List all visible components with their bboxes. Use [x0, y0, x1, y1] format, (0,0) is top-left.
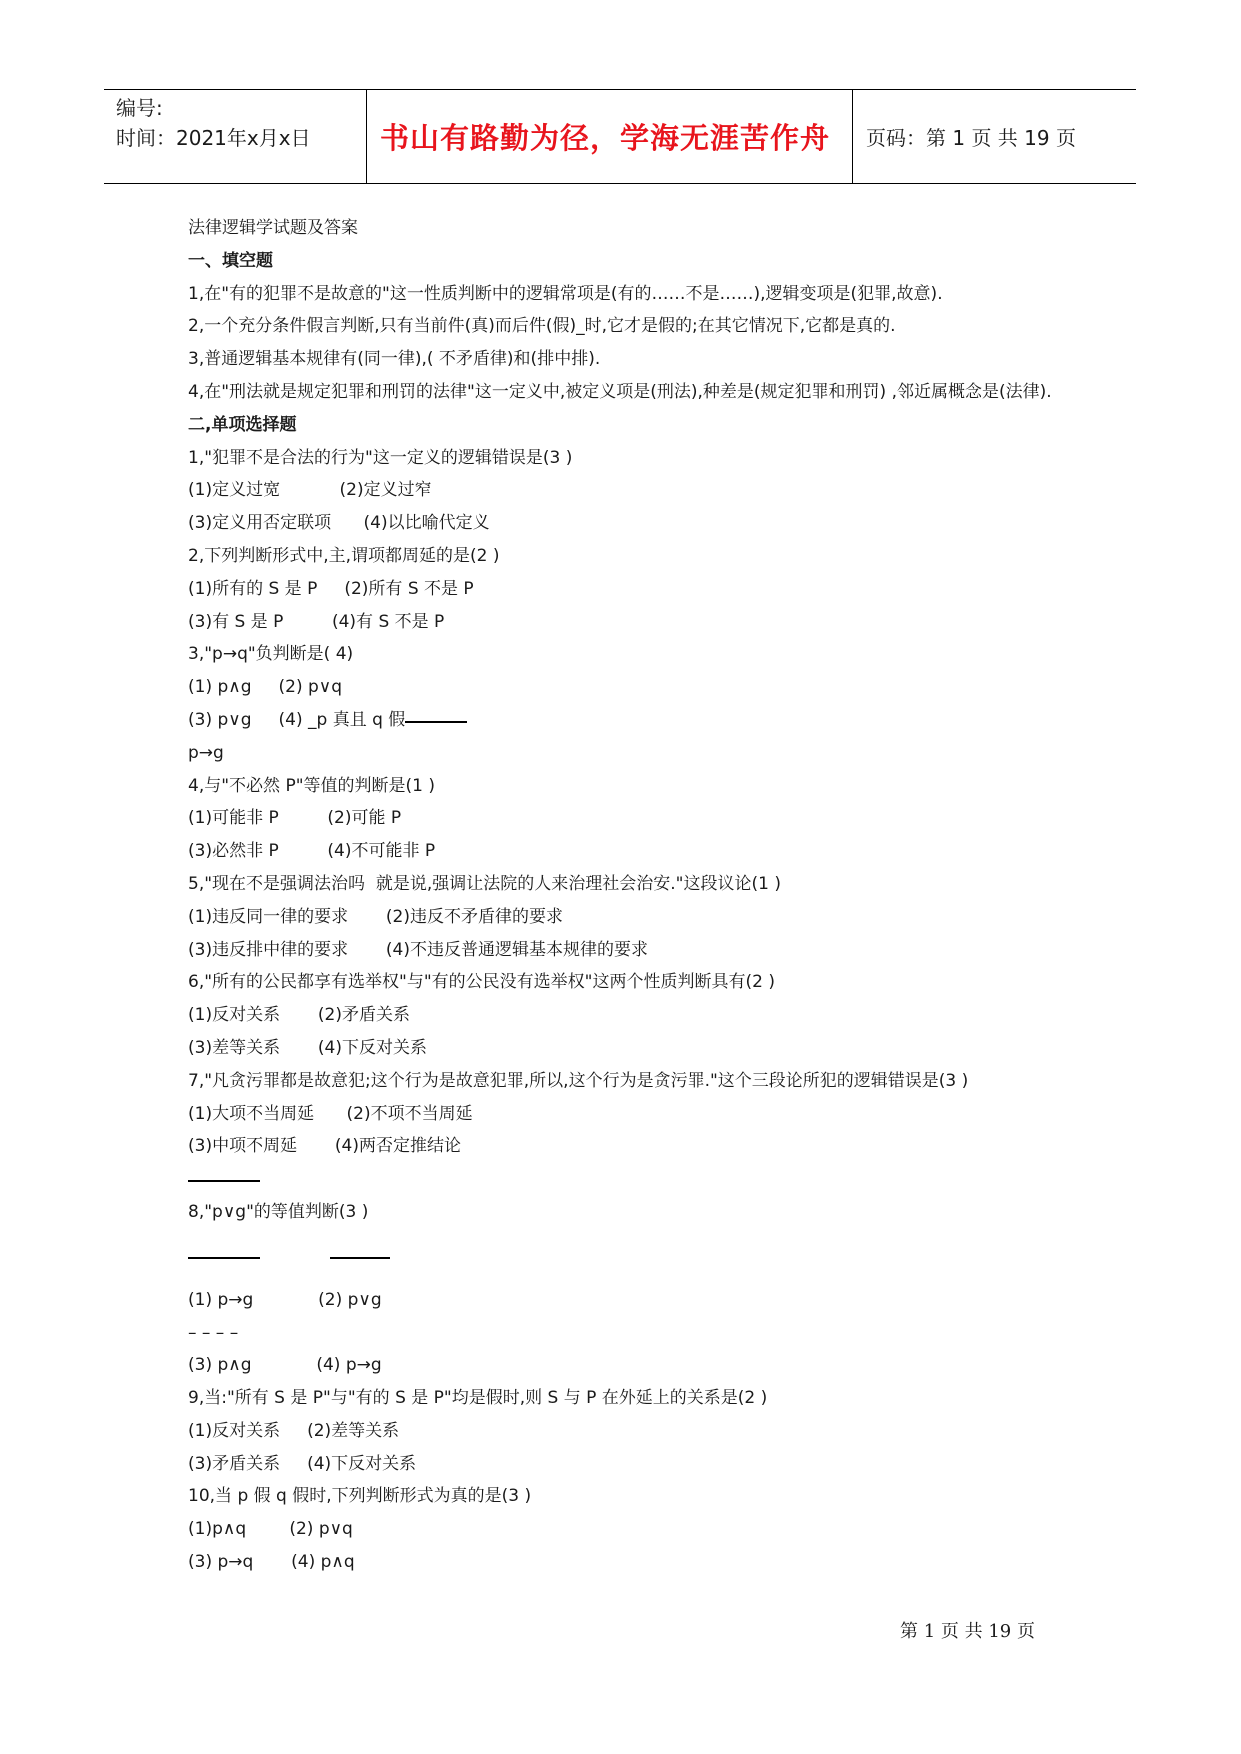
choice-options: (1)定义过宽 (2)定义过窄 — [188, 480, 432, 501]
choice-question: 8,"p∨g"的等值判断(3 ) — [188, 1201, 369, 1222]
choice-question: 10,当 p 假 q 假时,下列判断形式为真的是(3 ) — [188, 1486, 532, 1507]
choice-question: 9,当:"所有 S 是 P"与"有的 S 是 P"均是假时,则 S 与 P 在外延上的关系是(2 ) — [188, 1388, 768, 1409]
fill-question: 2,一个充分条件假言判断,只有当前件(真)而后件(假)_时,它才是假的;在其它情况下,它都是真的. — [188, 316, 896, 337]
header-motto: 书山有路勤为径，学海无涯苦作舟 — [379, 121, 830, 155]
choice-options: (1)违反同一律的要求 (2)违反不矛盾律的要求 — [188, 906, 563, 927]
choice-options: (1)p∧q (2) p∨q — [188, 1519, 353, 1540]
choice-options: (3) p→q (4) p∧q — [188, 1552, 355, 1573]
time-label: 时间：2021年x月x日 — [116, 126, 311, 150]
number-label: 编号: — [116, 96, 163, 120]
choice-options: (3)矛盾关系 (4)下反对关系 — [188, 1453, 417, 1474]
choice-question: 5,"现在不是强调法治吗 就是说,强调让法院的人来治理社会治安."这段议论(1 ) — [188, 873, 781, 894]
choice-options: (1) p→g (2) p∨g — [188, 1289, 382, 1310]
header-divider — [852, 90, 853, 183]
choice-options: (1) p∧g (2) p∨q — [188, 677, 343, 698]
choice-options: (3)差等关系 (4)下反对关系 — [188, 1037, 427, 1058]
choice-options: (1)可能非 P (2)可能 P — [188, 808, 402, 829]
choice-options: (3) p∨g (4) _p 真且 q 假 — [188, 709, 406, 730]
overline-mark — [405, 717, 467, 723]
choice-question: 6,"所有的公民都享有选举权"与"有的公民没有选举权"这两个性质判断具有(2 ) — [188, 972, 775, 993]
fill-question: 3,普通逻辑基本规律有(同一律),( 不矛盾律)和(排中排). — [188, 349, 601, 370]
choice-options: (3)定义用否定联项 (4)以比喻代定义 — [188, 513, 490, 534]
section-heading: 二,单项选择题 — [188, 414, 297, 435]
doc-title: 法律逻辑学试题及答案 — [188, 218, 358, 238]
header-info — [116, 93, 311, 153]
fill-question: 1,在"有的犯罪不是故意的"这一性质判断中的逻辑常项是(有的……不是……),逻辑变项是(犯罪,故意). — [188, 283, 943, 304]
choice-options: p→g — [188, 742, 224, 763]
fill-question: 4,在"刑法就是规定犯罪和刑罚的法律"这一定义中,被定义项是(刑法),种差是(规定犯罪和刑罚) ,邻近属概念是(法律). — [188, 381, 1052, 402]
document-body — [188, 212, 1068, 1579]
choice-question: 4,与"不必然 P"等值的判断是(1 ) — [188, 775, 435, 796]
choice-options: (3)必然非 P (4)不可能非 P — [188, 841, 436, 862]
choice-question: 3,"p→q"负判断是( 4) — [188, 644, 354, 665]
overline-row — [188, 1229, 1068, 1284]
choice-options: (1)大项不当周延 (2)不项不当周延 — [188, 1103, 473, 1124]
overline-mark — [330, 1253, 390, 1259]
header-page-code: 页码：第 1 页 共 19 页 — [866, 126, 1076, 150]
choice-options-row — [188, 704, 1068, 737]
overline-mark — [188, 1253, 260, 1259]
dash-marks: – – – – — [188, 1322, 239, 1343]
choice-question: 1,"犯罪不是合法的行为"这一定义的逻辑错误是(3 ) — [188, 447, 573, 468]
choice-options: (3)中项不周延 (4)两否定推结论 — [188, 1136, 461, 1157]
choice-options: (1)反对关系 (2)差等关系 — [188, 1420, 400, 1441]
section-heading: 一、填空题 — [188, 250, 273, 271]
choice-question: 2,下列判断形式中,主,谓项都周延的是(2 ) — [188, 545, 500, 566]
choice-options: (1)所有的 S 是 P (2)所有 S 不是 P — [188, 578, 474, 599]
overline-row — [188, 1163, 1068, 1196]
page-header — [104, 89, 1136, 184]
choice-options: (3)有 S 是 P (4)有 S 不是 P — [188, 611, 445, 632]
choice-options: (3) p∧g (4) p→g — [188, 1355, 382, 1376]
choice-options: (3)违反排中律的要求 (4)不违反普通逻辑基本规律的要求 — [188, 939, 648, 960]
page-footer: 第 1 页 共 19 页 — [900, 1621, 1035, 1642]
choice-options: (1)反对关系 (2)矛盾关系 — [188, 1005, 410, 1026]
choice-question: 7,"凡贪污罪都是故意犯;这个行为是故意犯罪,所以,这个行为是贪污罪."这个三段论所犯的逻辑错误是(3 ) — [188, 1070, 969, 1091]
overline-mark — [188, 1176, 260, 1182]
